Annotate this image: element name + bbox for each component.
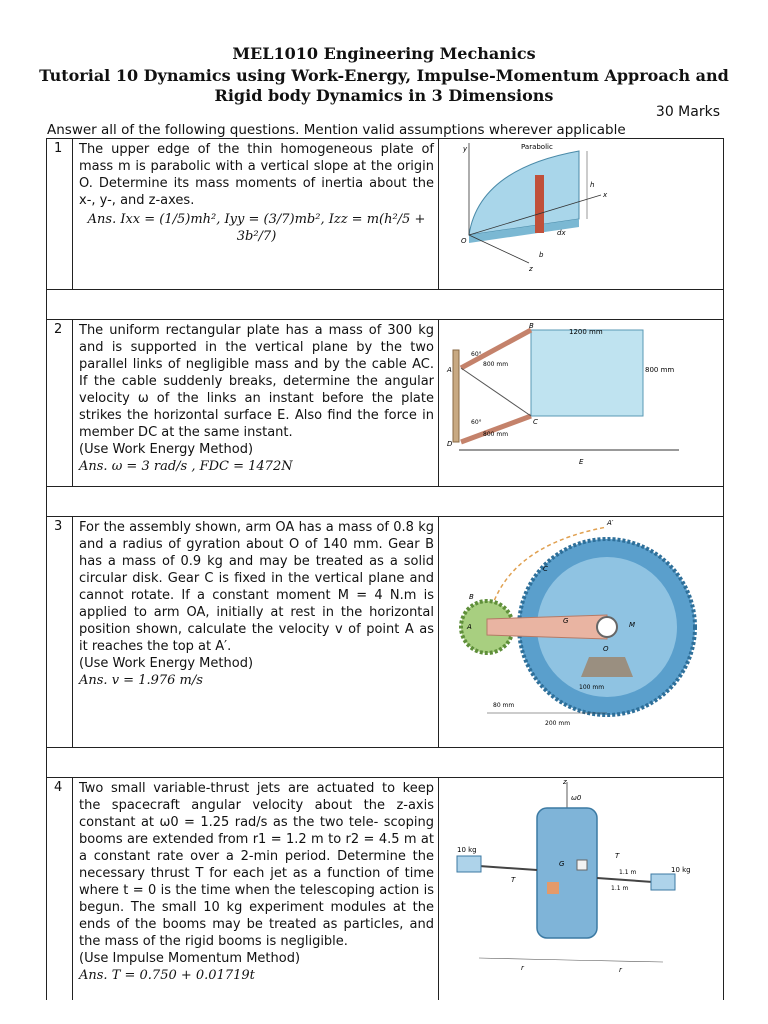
label-r-left: r: [521, 964, 524, 972]
question-row-2: [47, 320, 724, 487]
gear-figure: [439, 517, 723, 743]
label-a: A: [447, 366, 452, 374]
plate-figure: [439, 139, 723, 285]
question-body: The uniform rectangular plate has a mass of 300 kg and is supported in the vertical plane by the two parallel links of negligible mass and by the cable AC. If the cable suddenly breaks, determine the angular velocity ω of the links an instant before the plate strikes the horizontal surface E. Also find the force in member DC at the same instant.: [79, 323, 434, 440]
label-a-prime: A′: [607, 519, 614, 527]
label-c: C: [533, 418, 538, 426]
question-row-3: [47, 517, 724, 748]
support: [581, 657, 633, 677]
label-g: G: [559, 860, 565, 868]
label-parabolic: Parabolic: [521, 143, 553, 151]
question-row-4: [47, 778, 724, 1001]
answer: Ans. v = 1.976 m/s: [79, 673, 203, 688]
method-note: (Use Impulse Momentum Method): [79, 951, 301, 966]
label-100mm: 100 mm: [579, 684, 605, 691]
tutorial-title-line1: Tutorial 10 Dynamics using Work-Energy, Impulse-Momentum Approach and: [39, 66, 729, 85]
label-10kg-left: 10 kg: [457, 846, 477, 854]
label-80mm: 80 mm: [493, 702, 515, 709]
left-boom: [479, 866, 537, 870]
label-o: O: [461, 237, 467, 245]
label-b: b: [539, 251, 544, 259]
pivot-o: [597, 617, 617, 637]
label-t-left: T: [511, 876, 516, 884]
question-body: For the assembly shown, arm OA has a mass of 0.8 kg and a radius of gyration about O of 140 mm. Gear B has a mass of 0.9 kg and may be treated as a solid circular disk. Gear C is fixed in the vertical plane and cannot rotate. If a constant moment M = 4 N.m is applied to arm OA, initially at rest in the horizontal position shown, calculate the velocity v of point A as it reaches the top at A′.: [79, 520, 434, 654]
figure-cell: [439, 778, 724, 1001]
question-text: [73, 778, 439, 1001]
method-note: (Use Work Energy Method): [79, 656, 254, 671]
label-m: M: [629, 621, 636, 629]
course-title: MEL1010 Engineering Mechanics: [232, 44, 536, 63]
rectangular-plate: [531, 330, 643, 416]
label-r-right: r: [619, 966, 622, 974]
label-y: y: [463, 145, 468, 153]
wall: [453, 350, 459, 442]
method-note: (Use Work Energy Method): [79, 442, 254, 457]
plate-link-figure: [439, 320, 723, 482]
spacecraft-body: [537, 808, 597, 938]
question-body: The upper edge of the thin homogeneous plate of mass m is parabolic with a vertical slope at the origin O. Determine its mass moments of inertia about the x-, y-, and z-axes.: [79, 142, 434, 208]
right-module: [651, 874, 675, 890]
label-60-top: 60°: [471, 351, 482, 358]
question-number: 2: [47, 320, 73, 487]
question-number: 1: [47, 139, 73, 290]
label-a: A: [467, 623, 472, 631]
spacer-row: [47, 748, 724, 778]
question-text: [73, 517, 439, 748]
label-b: B: [529, 322, 534, 330]
cable-ac: [461, 368, 531, 416]
spacecraft-figure: [439, 778, 723, 996]
label-g: G: [563, 617, 569, 625]
label-dx: dx: [557, 229, 566, 237]
label-10kg-right: 10 kg: [671, 866, 691, 874]
spacer-row: [47, 487, 724, 517]
question-text: [73, 139, 439, 290]
label-x: x: [603, 191, 608, 199]
tutorial-title-line2: Rigid body Dynamics in 3 Dimensions: [214, 86, 554, 105]
right-boom: [597, 878, 653, 882]
label-e: E: [579, 458, 584, 466]
answer: Ans. T = 0.750 + 0.01719t: [79, 968, 255, 983]
spacer-row: [47, 290, 724, 320]
label-1200: 1200 mm: [569, 328, 603, 336]
label-800-bottom: 800 mm: [483, 431, 509, 438]
label-b: B: [469, 593, 474, 601]
label-1-1m-bottom: 1.1 m: [611, 885, 629, 892]
instructions: Answer all of the following questions. Mention valid assumptions wherever applicable: [47, 122, 626, 138]
figure-cell: [439, 139, 724, 290]
r-dim-right: [567, 960, 663, 962]
arm-oa: [487, 615, 607, 639]
label-z: z: [529, 265, 533, 273]
label-o: O: [603, 645, 609, 653]
question-body: Two small variable-thrust jets are actuated to keep the spacecraft angular velocity about the z-axis constant at ω0 = 1.25 rad/s as the two tele- scoping booms are extended from r1 = 1.2 m to r2 = 4.5 m at a constant rate over a 2-min period. Determine the necessary thrust T for each jet as a function of time where t = 0 is the time when the telescoping action is begun. The small 10 kg experiment modules at the ends of the booms may be treated as particles, and the mass of the rigid booms is negligible.: [79, 781, 434, 949]
label-800-side: 800 mm: [645, 366, 675, 374]
r-dim-left: [479, 958, 567, 960]
label-z: z: [563, 778, 567, 786]
label-t-right: T: [615, 852, 620, 860]
label-h: h: [590, 181, 595, 189]
total-marks: 30 Marks: [655, 104, 720, 120]
label-omega: ω0: [571, 794, 582, 802]
label-800-top: 800 mm: [483, 361, 509, 368]
jet-right: [577, 860, 587, 870]
label-d: D: [447, 440, 453, 448]
left-module: [457, 856, 481, 872]
label-200mm: 200 mm: [545, 720, 571, 727]
answer: Ans. ω = 3 rad/s , FDC = 1472N: [79, 459, 293, 474]
z-axis: [469, 235, 529, 263]
label-60-bottom: 60°: [471, 419, 482, 426]
question-text: [73, 320, 439, 487]
question-row-1: [47, 139, 724, 290]
figure-cell: [439, 517, 724, 748]
label-c: C: [543, 565, 548, 573]
strip-element: [535, 175, 544, 233]
figure-cell: [439, 320, 724, 487]
label-1-1m-top: 1.1 m: [619, 869, 637, 876]
question-number: 3: [47, 517, 73, 748]
answer: Ans. Ixx = (1/5)mh², Iyy = (3/7)mb², Izz = m(h²/5 + 3b²/7): [87, 212, 426, 244]
question-number: 4: [47, 778, 73, 1001]
questions-table: [46, 138, 724, 1000]
jet-left: [547, 882, 559, 894]
